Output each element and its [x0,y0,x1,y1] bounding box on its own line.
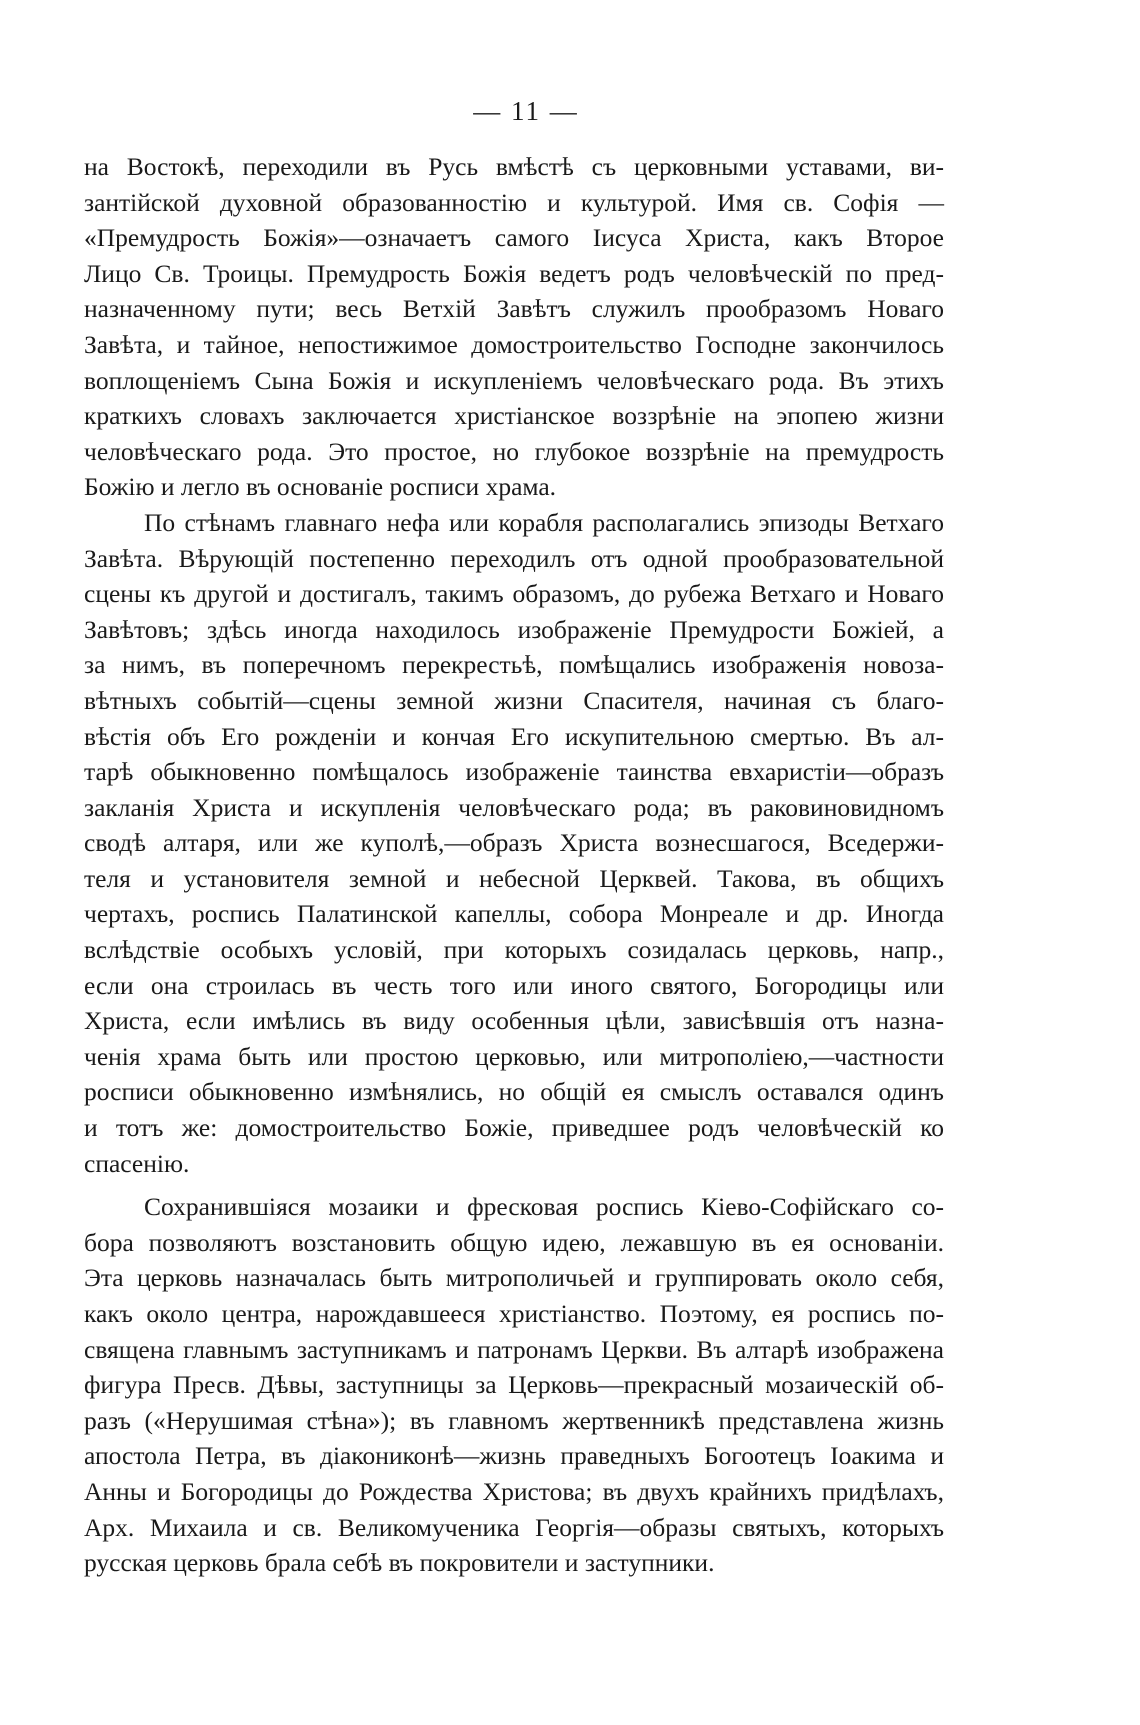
text-line: и тотъ же: домостроительство Божіе, приведшее родъ человѣческій ко [84,1113,944,1143]
text-line: за нимъ, въ поперечномъ перекрестьѣ, помѣщались изображенія новоза- [84,650,944,680]
page-number: — 11 — [473,96,579,126]
text-line: если она строилась въ честь того или иного святого, Богородицы или [84,970,944,1000]
text-line: назначенному пути; весь Ветхій Завѣтъ служилъ прообразомъ Новаго [84,294,944,324]
text-line: фигура Пресв. Дѣвы, заступницы за Церковь—прекрасный мозаическій об- [84,1370,944,1400]
text-line: сводѣ алтаря, или же куполѣ,—образъ Христа вознесшагося, Вседержи- [84,828,944,858]
text-line: Завѣта. Вѣрующій постепенно переходилъ отъ одной прообразовательной [84,543,944,573]
text-line: теля и установителя земной и небесной Церквей. Такова, въ общихъ [84,863,944,893]
text-line: сцены къ другой и достигалъ, такимъ образомъ, до рубежа Ветхаго и Новаго [84,579,944,609]
paragraph-1 [84,149,944,505]
text-line: Божію и легло въ основаніе росписи храма. [84,472,557,502]
text-line: Арх. Михаила и св. Великомученика Георгія—образы святыхъ, которыхъ [84,1512,944,1542]
text-line: вѣстія объ Его рожденіи и кончая Его искупительною смертью. Въ ал- [84,721,944,751]
text-line: чертахъ, роспись Палатинской капеллы, собора Монреале и др. Иногда [84,899,944,929]
text-line: вслѣдствіе особыхъ условій, при которыхъ созидалась церковь, напр., [84,935,944,965]
paragraph-gap [84,1181,944,1189]
paragraph-2 [84,505,944,1181]
text-line: Завѣта, и тайное, непостижимое домостроительство Господне закончилось [84,329,944,359]
text-line: закланія Христа и искупленія человѣческаго рода; въ раковиновидномъ [84,792,944,822]
text-line: зантійской духовной образованностію и культурой. Имя св. Софія — [84,187,944,217]
text-line: русская церковь брала себѣ въ покровители и заступники. [84,1548,715,1578]
text-line: краткихъ словахъ заключается христіанское воззрѣніе на эпопею жизни [84,401,944,431]
text-line: Анны и Богородицы до Рождества Христова; въ двухъ крайнихъ придѣлахъ, [84,1476,944,1506]
text-line: какъ около центра, нарождавшееся христіанство. Поэтому, ея роспись по- [84,1299,944,1328]
text-line: Лицо Св. Троицы. Премудрость Божія ведетъ родъ человѣческій по пред- [84,258,944,288]
text-line: тарѣ обыкновенно помѣщалось изображеніе таинства евхаристіи—образъ [84,757,944,787]
text-line: Сохранившіяся мозаики и фресковая роспись Кіево-Софійскаго со- [144,1192,944,1222]
text-line: на Востокѣ, переходили въ Русь вмѣстѣ съ церковными уставами, ви- [84,152,944,181]
text-line: вѣтныхъ событій—сцены земной жизни Спасителя, начиная съ благо- [84,685,944,715]
text-line: По стѣнамъ главнаго нефа или корабля располагались эпизоды Ветхаго [144,507,944,537]
text-line: разъ («Нерушимая стѣна»); въ главномъ жертвенникѣ представлена жизнь [84,1405,944,1435]
text-line: священа главнымъ заступникамъ и патронамъ Церкви. Въ алтарѣ изображена [84,1334,944,1364]
text-line: апостола Петра, въ діакониконѣ—жизнь праведныхъ Богоотецъ Іоакима и [84,1441,944,1471]
text-line: росписи обыкновенно измѣнялись, но общій ея смыслъ оставался одинъ [84,1077,944,1107]
text-line: Христа, если имѣлись въ виду особенныя цѣли, зависѣвшія отъ назна- [84,1006,944,1036]
paragraph-3 [84,1189,944,1581]
text-line: воплощеніемъ Сына Божія и искупленіемъ человѣческаго рода. Въ этихъ [84,365,944,395]
text-line: человѣческаго рода. Это простое, но глубокое воззрѣніе на премудрость [84,436,944,466]
text-line: Эта церковь назначалась быть митрополичьей и группировать около себя, [84,1263,944,1293]
text-line: спасенію. [84,1148,190,1178]
body-text [84,149,944,1581]
text-line: бора позволяютъ возстановить общую идею, лежавшую въ ея основаніи. [84,1227,944,1257]
text-line: «Премудрость Божія»—означаетъ самого Іисуса Христа, какъ Второе [84,223,944,253]
text-line: ченія храма быть или простою церковью, или митрополіею,—частности [84,1041,944,1071]
text-line: Завѣтовъ; здѣсь иногда находилось изображеніе Премудрости Божіей, а [84,614,944,644]
